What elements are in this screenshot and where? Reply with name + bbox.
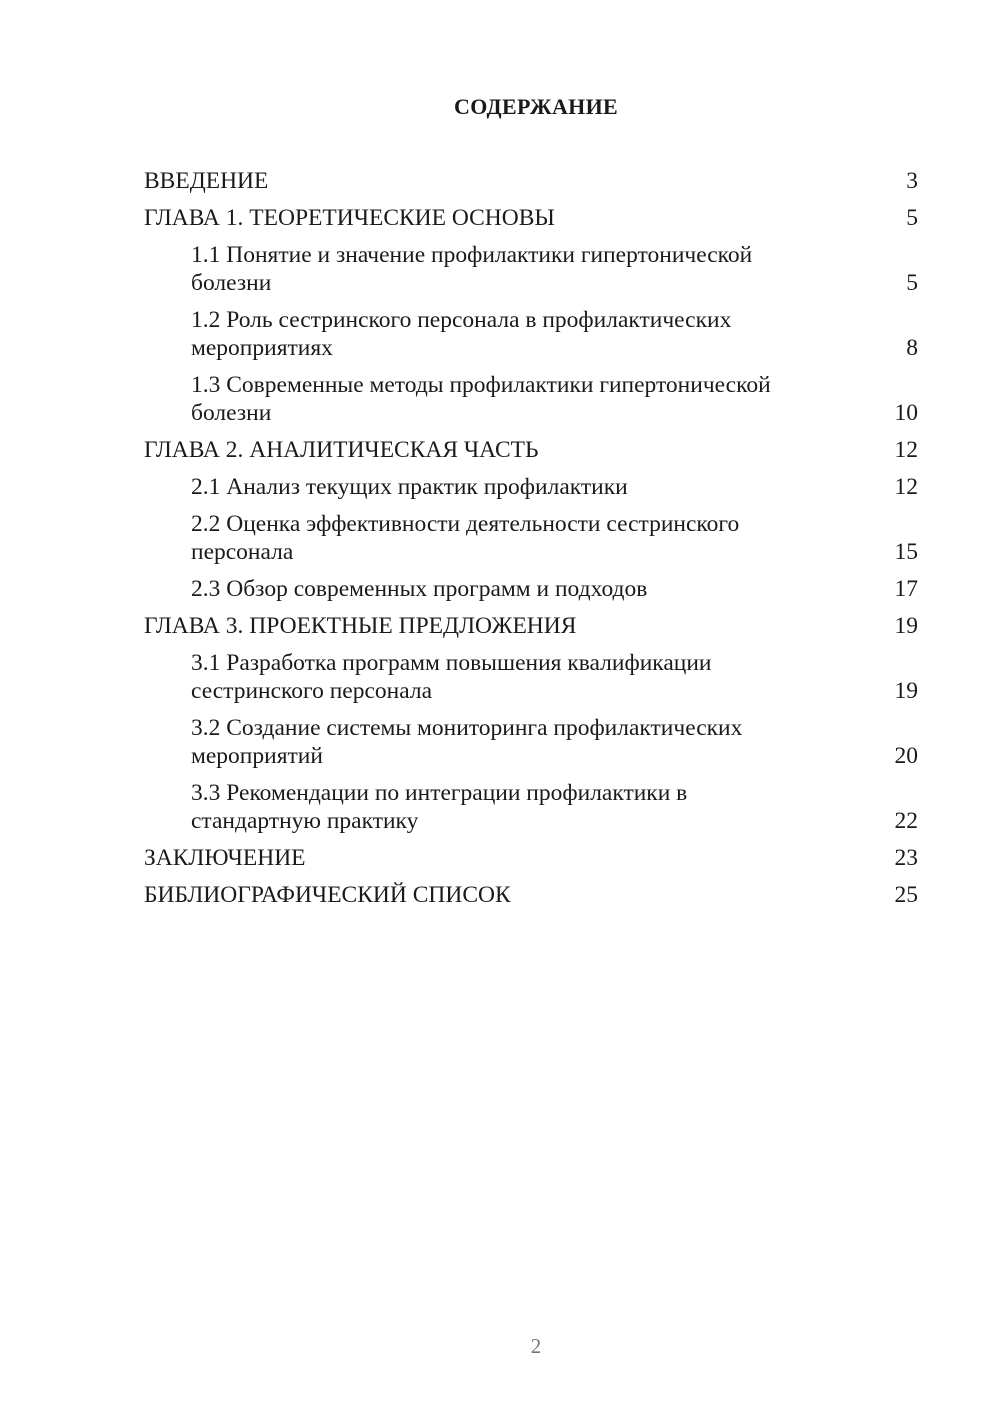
toc-entry-text: 1.3 Современные методы профилактики гипертонической болезни bbox=[191, 372, 771, 426]
toc-entry-chapter-2[interactable] bbox=[144, 436, 918, 464]
toc-entry-section-1-3[interactable] bbox=[144, 371, 918, 427]
page-number: 2 bbox=[530, 1334, 542, 1358]
toc-entry-text: 1.2 Роль сестринского персонала в профилактических мероприятиях bbox=[191, 307, 732, 361]
toc-entry-page: 23 bbox=[894, 845, 918, 871]
toc-entry-page: 5 bbox=[906, 270, 918, 296]
toc-entry-page: 22 bbox=[894, 808, 918, 834]
toc-entry-section-3-2[interactable] bbox=[144, 714, 918, 770]
toc-entry-page: 17 bbox=[894, 576, 918, 602]
toc-entry-page: 19 bbox=[894, 678, 918, 704]
toc-entry-text: 3.2 Создание системы мониторинга профилактических мероприятий bbox=[191, 715, 743, 769]
toc-entry-text: 2.1 Анализ текущих практик профилактики bbox=[191, 474, 628, 500]
toc-entry-page: 19 bbox=[894, 613, 918, 639]
toc-entry-page: 10 bbox=[894, 400, 918, 426]
toc-entry-text: ГЛАВА 2. АНАЛИТИЧЕСКАЯ ЧАСТЬ bbox=[144, 437, 539, 463]
toc-entry-page: 12 bbox=[894, 474, 918, 500]
toc-entry-page: 12 bbox=[894, 437, 918, 463]
toc-entry-page: 25 bbox=[894, 882, 918, 908]
toc-entry-section-2-3[interactable] bbox=[144, 575, 918, 603]
toc-entry-text: БИБЛИОГРАФИЧЕСКИЙ СПИСОК bbox=[144, 882, 511, 908]
toc-entry-section-2-1[interactable] bbox=[144, 473, 918, 501]
toc-entry-page: 15 bbox=[894, 539, 918, 565]
toc-entry-section-1-2[interactable] bbox=[144, 306, 918, 362]
toc-entry-section-3-1[interactable] bbox=[144, 649, 918, 705]
toc-entry-page: 20 bbox=[894, 743, 918, 769]
toc-entry-page: 8 bbox=[906, 335, 918, 361]
toc-entry-text: 2.2 Оценка эффективности деятельности сестринского персонала bbox=[191, 511, 740, 565]
toc-entry-section-3-3[interactable] bbox=[144, 779, 918, 835]
page-title: СОДЕРЖАНИЕ bbox=[454, 94, 618, 119]
toc-entry-text: 2.3 Обзор современных программ и подходов bbox=[191, 576, 648, 602]
toc-entry-chapter-1[interactable] bbox=[144, 204, 918, 232]
toc-entry-text: ГЛАВА 3. ПРОЕКТНЫЕ ПРЕДЛОЖЕНИЯ bbox=[144, 613, 577, 639]
toc-entry-text: ВВЕДЕНИЕ bbox=[144, 168, 269, 194]
toc-entry-conclusion[interactable] bbox=[144, 844, 918, 872]
toc-entry-text: ГЛАВА 1. ТЕОРЕТИЧЕСКИЕ ОСНОВЫ bbox=[144, 205, 555, 231]
toc-entry-introduction[interactable] bbox=[144, 167, 918, 195]
toc-entry-page: 3 bbox=[906, 168, 918, 194]
toc-entry-chapter-3[interactable] bbox=[144, 612, 918, 640]
toc-entry-section-2-2[interactable] bbox=[144, 510, 918, 566]
toc-entry-bibliography[interactable] bbox=[144, 881, 918, 909]
toc-entry-text: 3.1 Разработка программ повышения квалификации сестринского персонала bbox=[191, 650, 712, 704]
toc-entry-page: 5 bbox=[906, 205, 918, 231]
toc-entry-section-1-1[interactable] bbox=[144, 241, 918, 297]
toc-entry-text: 3.3 Рекомендации по интеграции профилактики в стандартную практику bbox=[191, 780, 688, 834]
table-of-contents bbox=[144, 167, 918, 918]
toc-entry-text: 1.1 Понятие и значение профилактики гипертонической болезни bbox=[191, 242, 753, 296]
toc-entry-text: ЗАКЛЮЧЕНИЕ bbox=[144, 845, 306, 871]
